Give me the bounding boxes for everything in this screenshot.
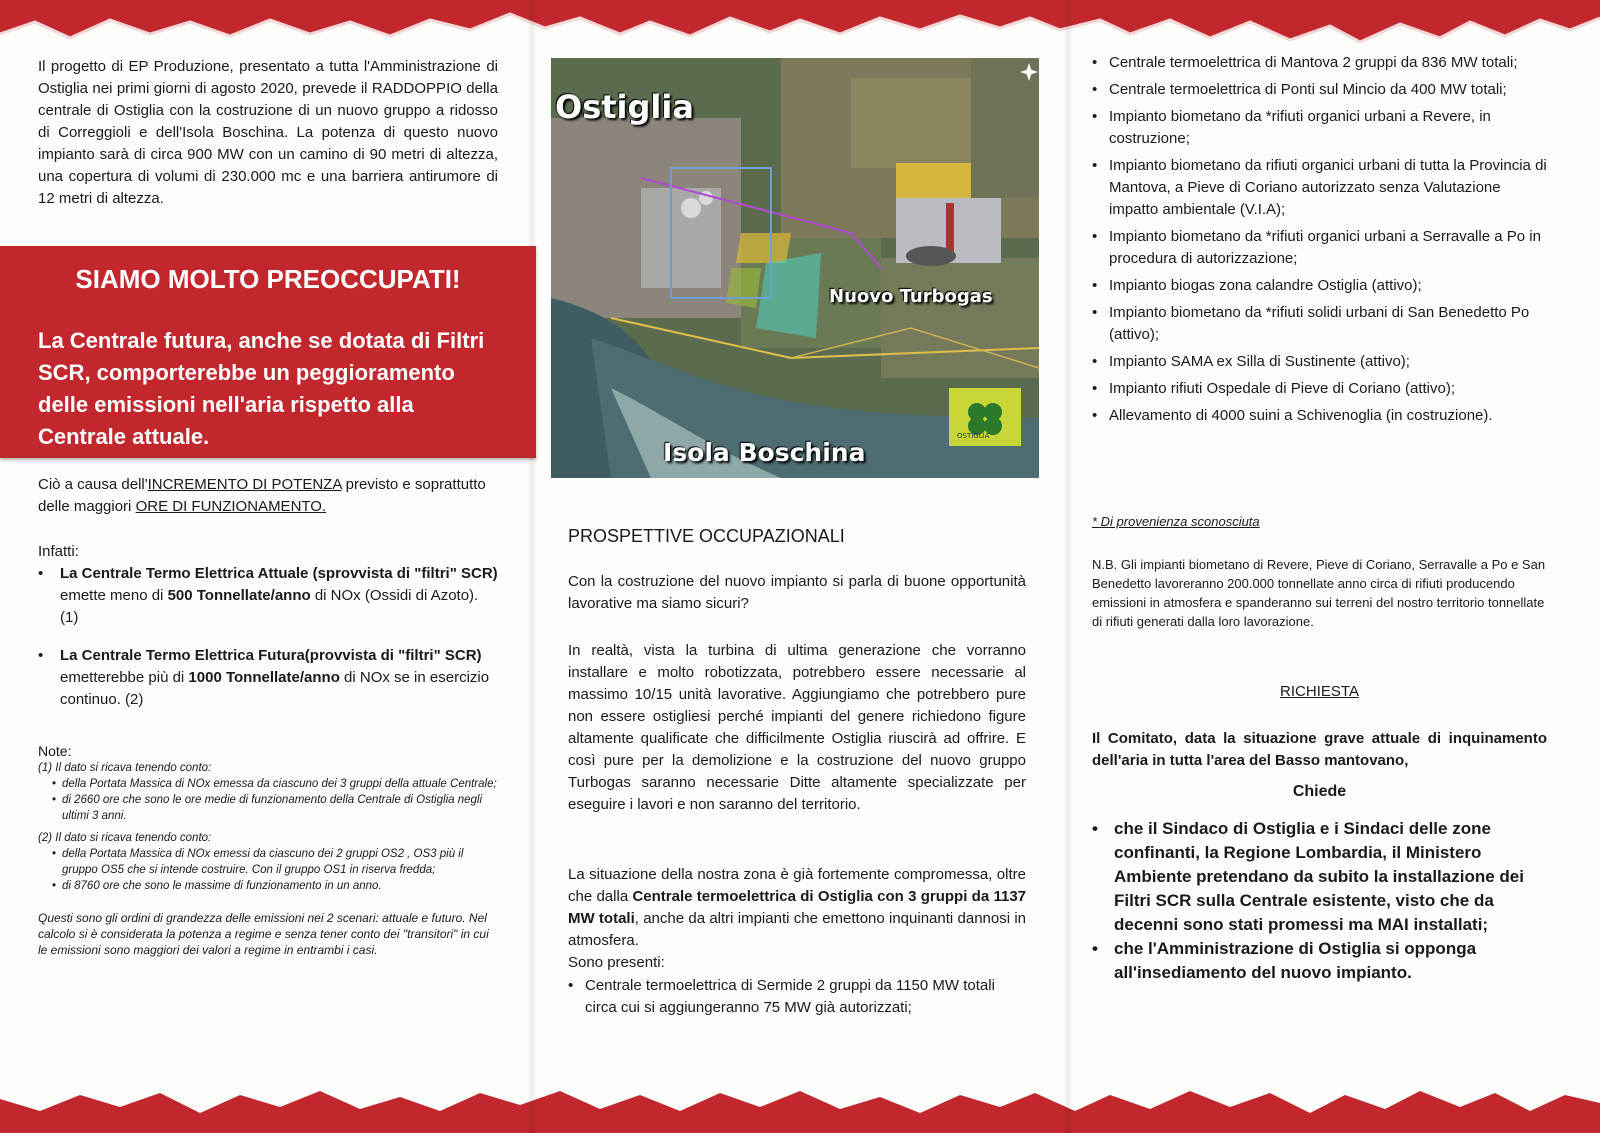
note-1-b: • di 2660 ore che sono le ore medie di funzionamento della Centrale di Ostiglia negli ultimi 3 anni. xyxy=(38,792,498,824)
alert-box xyxy=(0,246,536,458)
torn-paper-bottom-border xyxy=(0,1073,1600,1133)
paragraph-opportunities: Con la costruzione del nuovo impianto si parla di buone opportunità lavorative ma siamo sicuri? xyxy=(568,573,1026,612)
paragraph-situation: La situazione della nostra zona è già fortemente compromessa, oltre che dalla Centrale termoelettrica di Ostiglia con 3 gruppi da 1137 MW totali, anche da altri impianti che emettono inquinanti dannosi in atmosfera. xyxy=(568,866,1027,949)
list-item: • Impianto rifiuti Ospedale di Pieve di Coriano (attivo); xyxy=(1092,378,1547,400)
paragraph-reality: In realtà, vista la turbina di ultima generazione che vorranno installare e molto robotizzata, potrebbero essere necessarie al massimo 10/15 unità lavorative. Aggiungiamo che potrebbero pure non essere ostigliesi perché impianti del genere richiedono figure altamente qualificate che difficilmente Ostiglia riuscirà ad offrire. E così pure per la demolizione e la costruzione del nuovo gruppo Turbogas saranno necessarie Ditte altamente specializzate per eseguire i lavori e non saranno del territorio. xyxy=(568,642,1026,813)
logo-text: OSTIGLIA xyxy=(957,432,990,440)
map-label-isola: Isola Boschina xyxy=(663,438,866,467)
satellite-map xyxy=(551,58,1039,478)
list-item: • Impianto biometano da *rifiuti organici urbani a Serravalle a Po in procedura di autorizzazione; xyxy=(1092,226,1547,270)
list-item: • Impianto biogas zona calandre Ostiglia (attivo); xyxy=(1092,275,1547,297)
list-item: • Centrale termoelettrica di Mantova 2 gruppi da 836 MW totali; xyxy=(1092,52,1547,74)
map-label-turbogas: Nuovo Turbogas xyxy=(829,286,993,307)
fold-line-1 xyxy=(527,0,537,1133)
committee-paragraph: Il Comitato, data la situazione grave attuale di inquinamento dell'aria in tutta l'area del Basso mantovano, xyxy=(1092,730,1547,769)
note-1-a: • della Portata Massica di NOx emessa da ciascuno dei 3 gruppi della attuale Centrale; xyxy=(38,776,498,792)
request-item-oppose-plant: • che l'Amministrazione di Ostiglia si opponga all'insediamento del nuovo impianto. xyxy=(1092,937,1547,985)
note-2: (2) Il dato si ricava tenendo conto: xyxy=(38,832,212,844)
cause-paragraph: Ciò a causa dell'INCREMENTO DI POTENZA previsto e soprattutto delle maggiori ORE DI FUNZIONAMENTO. xyxy=(38,476,486,515)
list-item: • Impianto biometano da *rifiuti solidi urbani di San Benedetto Po (attivo); xyxy=(1092,302,1547,346)
notes-section xyxy=(38,742,498,958)
alert-body: La Centrale futura, anche se dotata di Filtri SCR, comporterebbe un peggioramento delle emissioni nell'aria rispetto alla Centrale attuale. xyxy=(38,328,485,449)
list-item: • Impianto biometano da *rifiuti organici urbani a Revere, in costruzione; xyxy=(1092,106,1547,150)
list-item: • Impianto SAMA ex Silla di Sustinente (attivo); xyxy=(1092,351,1547,373)
alert-heading: SIAMO MOLTO PREOCCUPATI! xyxy=(75,264,461,294)
note-2-b: • di 8760 ore che sono le massime di funzionamento in un anno. xyxy=(38,878,498,894)
closing-note: Questi sono gli ordini di grandezza delle emissioni nei 2 scenari: attuale e futuro. Nel calcolo si è considerata la potenza a regime e senza tener conto dei "transitori" in cui le emissioni sono maggiori dei valori a regime in entrambi i casi. xyxy=(38,911,489,957)
note-2-a: • della Portata Massica di NOx emessi da ciascuno dei 2 gruppi OS2 , OS3 più il gruppo OS5 che si intende costruire. Con il gruppo OS1 in riserva fredda; xyxy=(38,846,498,878)
note-1: (1) Il dato si ricava tenendo conto: xyxy=(38,762,212,774)
bullet-current-plant: • La Centrale Termo Elettrica Attuale (sprovvista di "filtri" SCR) emette meno di 500 Tonnellate/anno di NOx (Ossidi di Azoto). (1) xyxy=(38,565,498,626)
bullet-future-plant: • La Centrale Termo Elettrica Futura(provvista di "filtri" SCR) emetterebbe più di 1000 Tonnellate/anno di NOx se in esercizio continuo. (2) xyxy=(38,647,490,708)
nb-paragraph: N.B. Gli impianti biometano di Revere, Pieve di Coriano, Serravalle a Po e San Benedetto lavoreranno 200.000 tonnellate anno circa di rifiuti producendo emissioni in atmosfera e spanderanno sui terreni del nostro territorio tonnellate di rifiuti generati dalla loro lavorazione. xyxy=(1092,557,1546,629)
list-item: • Centrale termoelettrica di Ponti sul Mincio da 400 MW totali; xyxy=(1092,79,1547,101)
list-item-sermide: • Centrale termoelettrica di Sermide 2 gruppi da 1150 MW totali circa cui si aggiungeranno 75 MW già autorizzati; xyxy=(568,975,1026,1024)
request-heading: RICHIESTA xyxy=(1280,683,1359,700)
torn-paper-top-border xyxy=(0,0,1600,60)
present-label: Sono presenti: xyxy=(568,954,665,971)
list-item: • Allevamento di 4000 suini a Schivenoglia (in costruzione). xyxy=(1092,405,1547,427)
request-item-scr-filters: • che il Sindaco di Ostiglia e i Sindaci delle zone confinanti, la Regione Lombardia, il Ministero Ambiente pretendano da subito la installazione dei Filtri SCR sulla Centrale esistente, visto che da decenni sono stati promessi ma MAI installati; xyxy=(1092,817,1547,937)
list-item: • Impianto biometano da rifiuti organici urbani di tutta la Provincia di Mantova, a Pieve di Coriano autorizzato senza Valutazione impatto ambientale (V.I.A); xyxy=(1092,155,1547,221)
notes-title: Note: xyxy=(38,743,72,759)
infatti-label: Infatti: xyxy=(38,543,79,560)
chiede-label: Chiede xyxy=(1292,783,1347,800)
footnote-unknown-origin: * Di provenienza sconosciuta xyxy=(1092,514,1260,529)
intro-paragraph: Il progetto di EP Produzione, presentato a tutta l'Amministrazione di Ostiglia nei primi giorni di agosto 2020, prevede il RADDOPPIO della centrale di Ostiglia con la costruzione di un nuovo gruppo a ridosso di Correggioli e dell'Isola Boschina. La potenza di questo nuovo impianto sarà di circa 900 MW con un camino di 90 metri di altezza, una copertura di volumi di 230.000 mc e una barriera antirumore di 12 metri di altezza. xyxy=(38,58,498,207)
map-label-ostiglia: Ostiglia xyxy=(555,88,694,126)
section-heading: PROSPETTIVE OCCUPAZIONALI xyxy=(568,526,845,546)
requests-list xyxy=(1092,817,1547,985)
plants-list xyxy=(1092,52,1547,432)
fold-line-2 xyxy=(1063,0,1073,1133)
